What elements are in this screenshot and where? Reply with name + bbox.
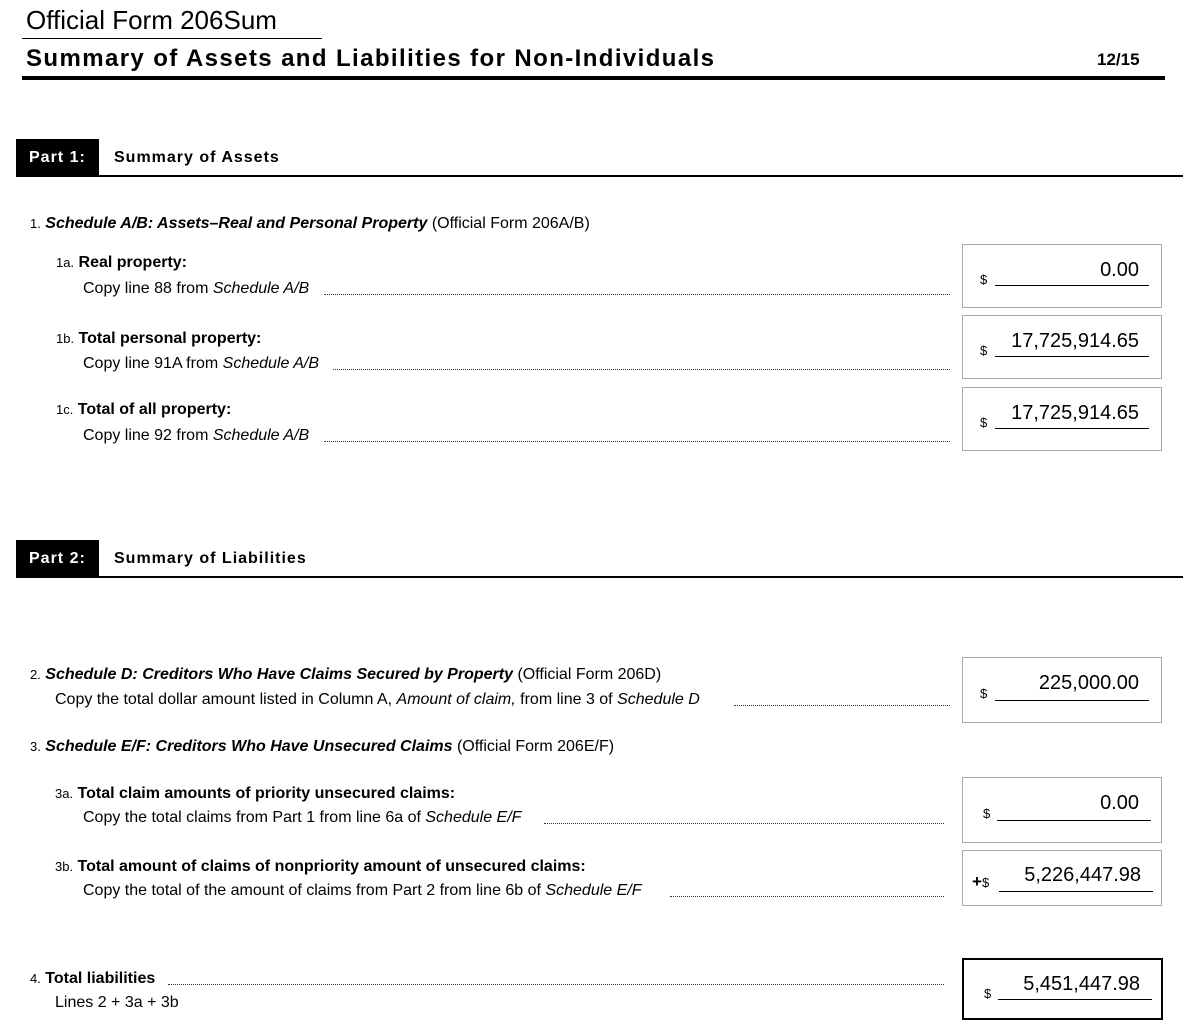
part2-title: Summary of Liabilities bbox=[114, 550, 307, 567]
line3a-amount-line bbox=[997, 820, 1151, 821]
line1b-instruction: Copy line 91A from Schedule A/B bbox=[83, 355, 319, 372]
line2-amount-box[interactable] bbox=[962, 657, 1162, 723]
line3b-amount: 5,226,447.98 bbox=[1024, 864, 1141, 886]
line1c-leader bbox=[324, 441, 950, 442]
line1a-instruction: Copy line 88 from Schedule A/B bbox=[83, 280, 310, 297]
line1a-amount-line bbox=[995, 285, 1149, 286]
line1b-amount-box[interactable] bbox=[962, 315, 1162, 379]
line3b-amount-line bbox=[999, 891, 1153, 892]
line2-instruction: Copy the total dollar amount listed in Column A, Amount of claim, from line 3 of Schedule D bbox=[55, 691, 700, 708]
line2-dollar: $ bbox=[980, 686, 988, 701]
line1a-amount-box[interactable] bbox=[962, 244, 1162, 308]
line1c-instruction: Copy line 92 from Schedule A/B bbox=[83, 427, 310, 444]
line1a-title: 1a. Real property: bbox=[56, 254, 187, 271]
line1c-amount-line bbox=[995, 428, 1149, 429]
title-rule bbox=[22, 76, 1165, 80]
form-title: Summary of Assets and Liabilities for Non-Individuals bbox=[26, 45, 716, 72]
line1a-dollar: $ bbox=[980, 272, 988, 287]
part2-rule bbox=[16, 576, 1183, 578]
line1b-title: 1b. Total personal property: bbox=[56, 330, 262, 347]
line1b-amount: 17,725,914.65 bbox=[1011, 330, 1139, 352]
line3a-amount-box[interactable] bbox=[962, 777, 1162, 843]
line4-amount: 5,451,447.98 bbox=[1023, 973, 1140, 995]
line3b-plus-dollar: +$ bbox=[972, 872, 990, 891]
line2-heading: 2. Schedule D: Creditors Who Have Claims Secured by Property (Official Form 206D) bbox=[30, 666, 662, 683]
line2-amount-line bbox=[995, 700, 1149, 701]
line3b-amount-box[interactable] bbox=[962, 850, 1162, 906]
line1c-title: 1c. Total of all property: bbox=[56, 401, 232, 418]
part2-label: Part 2: bbox=[16, 540, 99, 578]
line3-heading: 3. Schedule E/F: Creditors Who Have Unsecured Claims (Official Form 206E/F) bbox=[30, 738, 615, 755]
line1b-amount-line bbox=[995, 356, 1149, 357]
line4-amount-box[interactable] bbox=[962, 958, 1163, 1020]
line3a-dollar: $ bbox=[983, 806, 991, 821]
line4-instruction: Lines 2 + 3a + 3b bbox=[55, 994, 179, 1011]
line1c-amount: 17,725,914.65 bbox=[1011, 402, 1139, 424]
line1b-leader bbox=[333, 369, 950, 370]
form-name: Official Form 206Sum bbox=[26, 5, 277, 35]
line3b-instruction: Copy the total of the amount of claims from Part 2 from line 6b of Schedule E/F bbox=[83, 882, 642, 899]
line4-dollar: $ bbox=[984, 986, 992, 1001]
line3a-leader bbox=[544, 823, 944, 824]
line1c-dollar: $ bbox=[980, 415, 988, 430]
line1c-amount-box[interactable] bbox=[962, 387, 1162, 451]
part1-title: Summary of Assets bbox=[114, 149, 280, 166]
line2-leader bbox=[734, 705, 950, 706]
line1a-amount: 0.00 bbox=[1100, 259, 1139, 281]
line1a-leader bbox=[324, 294, 950, 295]
line4-leader bbox=[168, 984, 944, 985]
line3a-title: 3a. Total claim amounts of priority unsecured claims: bbox=[55, 785, 456, 802]
line4-heading: 4. Total liabilities bbox=[30, 970, 156, 987]
part1-rule bbox=[16, 175, 1183, 177]
form-name-rule bbox=[22, 38, 322, 39]
line2-amount: 225,000.00 bbox=[1038, 672, 1139, 694]
part1-label: Part 1: bbox=[16, 139, 99, 177]
line3a-instruction: Copy the total claims from Part 1 from line 6a of Schedule E/F bbox=[83, 809, 522, 826]
line3a-amount: 0.00 bbox=[1100, 792, 1139, 814]
line3b-title: 3b. Total amount of claims of nonpriority amount of unsecured claims: bbox=[55, 858, 586, 875]
line4-amount-line bbox=[998, 999, 1152, 1000]
line1-heading: 1. Schedule A/B: Assets–Real and Personal Property (Official Form 206A/B) bbox=[30, 215, 590, 232]
line1b-dollar: $ bbox=[980, 343, 988, 358]
form-date: 12/15 bbox=[1097, 50, 1140, 69]
line3b-leader bbox=[670, 896, 944, 897]
